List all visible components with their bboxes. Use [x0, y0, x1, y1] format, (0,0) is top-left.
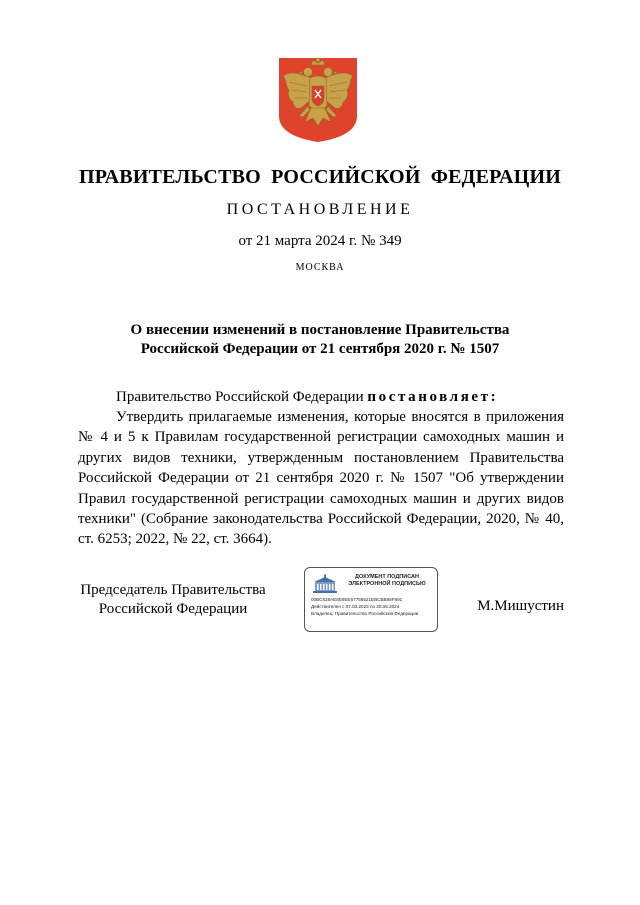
government-building-icon	[311, 574, 339, 594]
subject-line-2: Российской Федерации от 21 сентября 2020 г. № 1507	[140, 341, 500, 357]
stamp-title	[341, 574, 433, 588]
signer-position-line-2: Российской Федерации	[98, 601, 248, 617]
government-title: ПРАВИТЕЛЬСТВО РОССИЙСКОЙ ФЕДЕРАЦИИ	[79, 166, 561, 188]
preamble-resolves: постановляет:	[367, 389, 499, 405]
stamp-validity: Действителен с 07.03.2023 по 30.05.2024	[311, 604, 400, 609]
stamp-title-line-2: ЭЛЕКТРОННОЙ ПОДПИСЬЮ	[348, 581, 426, 587]
stamp-title-line-1: ДОКУМЕНТ ПОДПИСАН	[355, 574, 419, 580]
subject-line-1: О внесении изменений в постановление Правительства	[130, 322, 510, 338]
document-type: ПОСТАНОВЛЕНИЕ	[226, 201, 414, 218]
signer-position	[78, 581, 268, 619]
document-date-number: от 21 марта 2024 г. № 349	[238, 233, 402, 249]
signer-name: М.Мишустин	[477, 598, 564, 614]
preamble-text: Правительство Российской Федерации	[116, 389, 368, 405]
russian-coat-of-arms-emblem	[277, 56, 359, 142]
stamp-owner: Владелец: Правительство Российской Федерации	[311, 611, 419, 616]
document-subject	[0, 321, 640, 359]
electronic-signature-stamp	[304, 567, 438, 632]
preamble	[78, 387, 564, 407]
main-paragraph: Утвердить прилагаемые изменения, которые вносятся в приложения № 4 и 5 к Правилам государственной регистрации самоходных машин и других видов техники, утвержденным постановлением Правительства Российской Федерации от 21 сентября 2020 г. № 1507 "Об утверждении Правил государственной регистрации самоходных машин и других видов техники" (Собрание законодательства Российской Федерации, 2020, № 40, ст. 6253; 2022, № 22, ст. 3664).	[78, 409, 564, 548]
signer-position-line-1: Председатель Правительства	[80, 582, 266, 598]
stamp-certificate: 00BC638AE8E9EE67756521EBCBB68F891	[311, 597, 403, 602]
document-city: МОСКВА	[295, 262, 345, 273]
